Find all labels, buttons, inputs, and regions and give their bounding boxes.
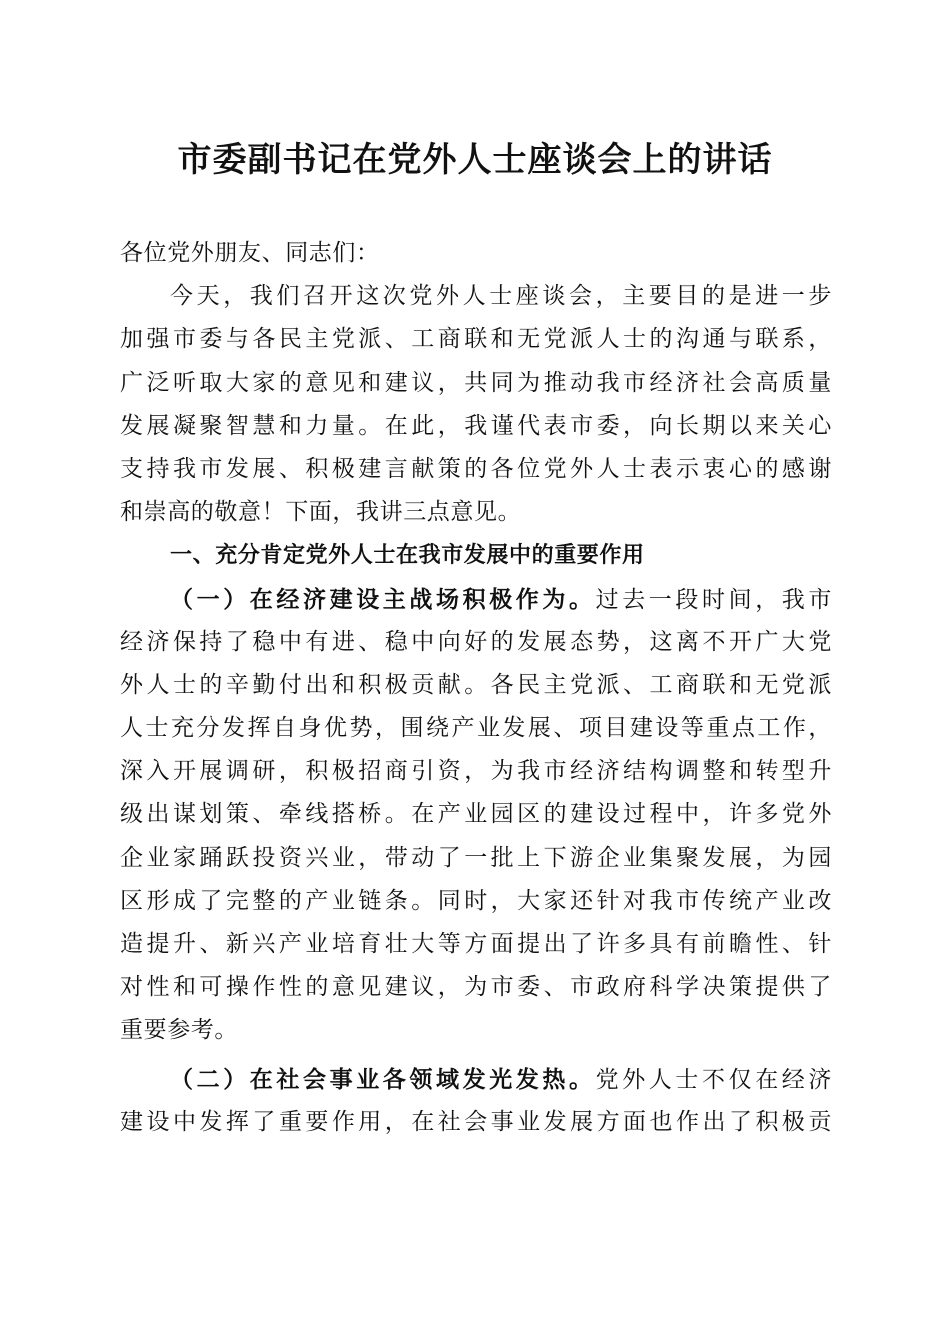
subsection-first-line bbox=[120, 1058, 832, 1101]
paragraph-line: 对性和可操作性的意见建议，为市委、市政府科学决策提供了 bbox=[120, 974, 832, 1001]
document-body bbox=[120, 232, 832, 1144]
paragraph-line: 重要参考。 bbox=[120, 1017, 238, 1044]
paragraph-line: 人士充分发挥自身优势，围绕产业发展、项目建设等重点工作， bbox=[120, 715, 832, 742]
document-title: 市委副书记在党外人士座谈会上的讲话 bbox=[177, 140, 773, 180]
paragraph-line: 造提升、新兴产业培育壮大等方面提出了许多具有前瞻性、针 bbox=[120, 931, 832, 957]
paragraph-line: 企业家踊跃投资兴业，带动了一批上下游企业集聚发展，为园 bbox=[120, 844, 832, 871]
paragraph-line: 建设中发挥了重要作用，在社会事业发展方面也作出了积极贡 bbox=[120, 1108, 832, 1135]
subsection-text: 党外人士不仅在经济 bbox=[595, 1066, 832, 1093]
paragraph-line: 深入开展调研，积极招商引资，为我市经济结构调整和转型升 bbox=[120, 758, 832, 785]
subsection-lead: （二）在社会事业各领域发光发热。 bbox=[170, 1065, 596, 1093]
intro-line: 广泛听取大家的意见和建议，共同为推动我市经济社会高质量 bbox=[120, 369, 832, 396]
paragraph-line: 级出谋划策、牵线搭桥。在产业园区的建设过程中，许多党外 bbox=[120, 801, 832, 828]
paragraph-line: 经济保持了稳中有进、稳中向好的发展态势，这离不开广大党 bbox=[120, 628, 832, 655]
paragraph-line: 外人士的辛勤付出和积极贡献。各民主党派、工商联和无党派 bbox=[120, 671, 832, 698]
subsection-first-line bbox=[120, 578, 832, 621]
intro-line: 加强市委与各民主党派、工商联和无党派人士的沟通与联系， bbox=[120, 326, 832, 353]
paragraph-line: 区形成了完整的产业链条。同时，大家还针对我市传统产业改 bbox=[120, 887, 832, 914]
subsection-lead: （一）在经济建设主战场积极作为。 bbox=[170, 585, 596, 613]
salutation: 各位党外朋友、同志们： bbox=[120, 240, 380, 266]
subsection-text: 过去一段时间，我市 bbox=[595, 586, 832, 613]
intro-line: 发展凝聚智慧和力量。在此，我谨代表市委，向长期以来关心 bbox=[120, 412, 832, 439]
intro-line: 今天，我们召开这次党外人士座谈会，主要目的是进一步 bbox=[170, 283, 832, 310]
intro-line: 和崇高的敬意！下面，我讲三点意见。 bbox=[120, 499, 522, 526]
intro-line: 支持我市发展、积极建言献策的各位党外人士表示衷心的感谢 bbox=[120, 455, 832, 482]
section-heading: 一、充分肯定党外人士在我市发展中的重要作用 bbox=[170, 543, 645, 569]
